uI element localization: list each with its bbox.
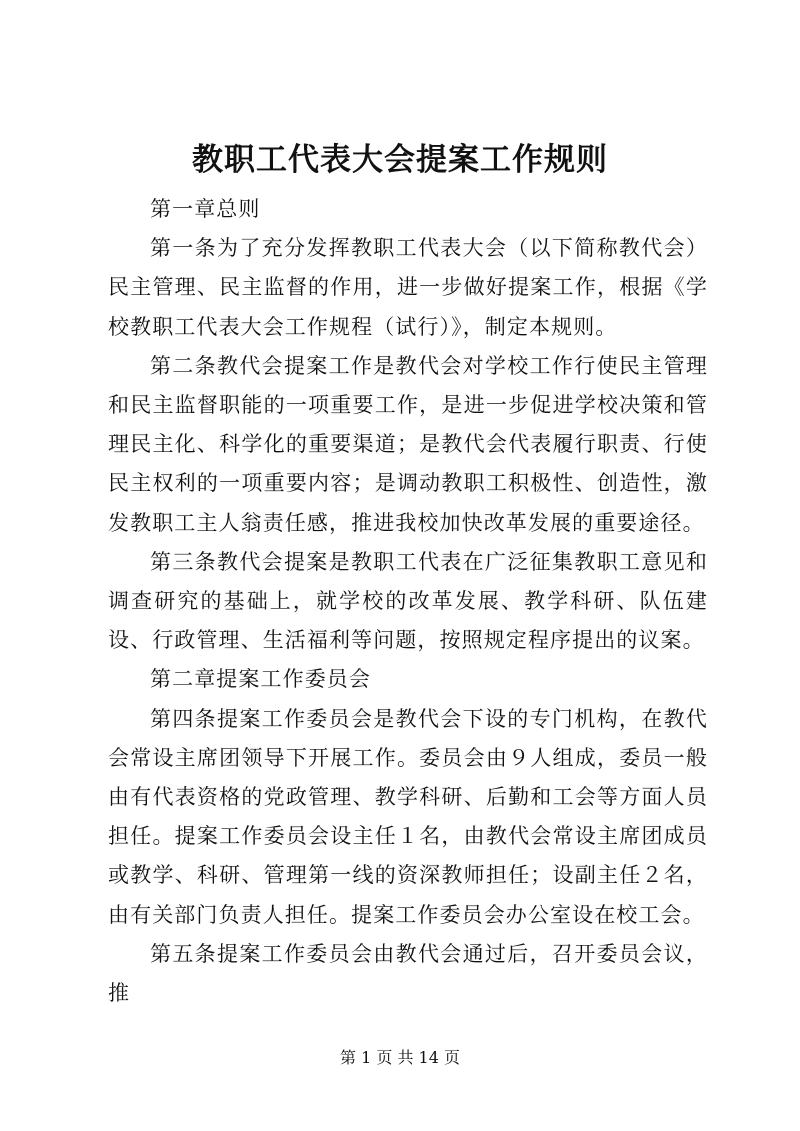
document-title: 教职工代表大会提案工作规则 — [192, 142, 608, 178]
paragraph: 第二条教代会提案工作是教代会对学校工作行使民主管理和民主监督职能的一项重要工作，是进一步促进学校决策和管理民主化、科学化的重要渠道；是教代会代表履行职责、行使民主权利的一项重要内容；是调动教职工积极性、创造性，激发教职工主人翁责任感，推进我校加快改革发展的重要途径。 — [108, 353, 708, 535]
chapter-heading: 第二章提案工作委员会 — [150, 667, 371, 692]
chapter-heading: 第一章总则 — [150, 197, 261, 221]
paragraph: 第一条为了充分发挥教职工代表大会（以下简称教代会）民主管理、民主监督的作用，进一步做好提案工作，根据《学校教职工代表大会工作规程（试行）》，制定本规则。 — [108, 236, 708, 339]
paragraph: 第三条教代会提案是教职工代表在广泛征集教职工意见和调查研究的基础上，就学校的改革发展、教学科研、队伍建设、行政管理、生活福利等问题，按照规定程序提出的议案。 — [108, 549, 708, 653]
document-body — [108, 190, 708, 1013]
paragraph: 第四条提案工作委员会是教代会下设的专门机构，在教代会常设主席团领导下开展工作。委员会由９人组成，委员一般由有代表资格的党政管理、教学科研、后勤和工会等方面人员担任。提案工作委员会设主任１名，由教代会常设主席团成员或教学、科研、管理第一线的资深教师担任；设副主任２名，由有关部门负责人担任。提案工作委员会办公室设在校工会。 — [108, 706, 708, 927]
page-number-footer: 第 1 页 共 14 页 — [340, 1048, 460, 1067]
paragraph: 第五条提案工作委员会由教代会通过后，召开委员会议，推 — [108, 941, 708, 1006]
